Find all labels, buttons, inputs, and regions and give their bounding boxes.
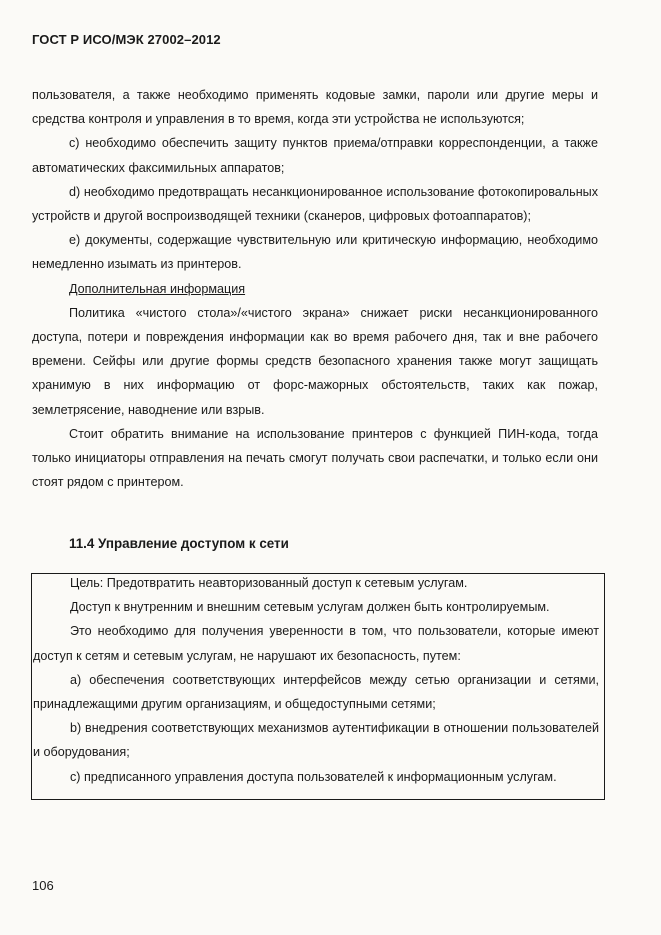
subheading-additional-info: [32, 277, 598, 301]
paragraph-item-c: c) необходимо обеспечить защиту пунктов приема/отправки корреспонденции, а также автоматических факсимильных аппаратов;: [32, 136, 598, 175]
page-number: 106: [32, 878, 54, 893]
box-item-c: c) предписанного управления доступа пользователей к информационным услугам.: [70, 769, 557, 784]
box-item-a: a) обеспечения соответствующих интерфейсов между сетью организации и сетями, принадлежащими другим организациям, и общедоступными сетями;: [33, 672, 599, 712]
paragraph-item-e: e) документы, содержащие чувствительную или критическую информацию, необходимо немедленно изымать из принтеров.: [32, 233, 598, 272]
document-header: ГОСТ Р ИСО/МЭК 27002–2012: [32, 32, 221, 47]
paragraph-clean-desk-policy: Политика «чистого стола»/«чистого экрана» снижает риски несанкционированного доступа, потери и повреждения информации как во время рабочего дня, так и вне рабочего времени. Сейфы или другие формы средств безопасного хранения также могут защищать хранимую в них информацию от форс-мажорных обстоятельств, таких как пожар, землетрясение, наводнение или взрыв.: [32, 305, 598, 417]
objective-box: [31, 573, 605, 800]
paragraph-pin-printers: Стоит обратить внимание на использование принтеров с функцией ПИН-кода, тогда только инициаторы отправления на печать смогут получать свои распечатки, и только если они стоят рядом с принтером.: [32, 426, 598, 490]
paragraph-item-d: d) необходимо предотвращать несанкционированное использование фотокопировальных устройств и другой воспроизводящей техники (сканеров, цифровых фотоаппаратов);: [32, 184, 598, 224]
box-control-line: Доступ к внутренним и внешним сетевым услугам должен быть контролируемым.: [70, 600, 550, 615]
objective-box-content: [33, 571, 599, 789]
box-objective-line: Цель: Предотвратить неавторизованный доступ к сетевым услугам.: [70, 576, 468, 590]
box-item-b: b) внедрения соответствующих механизмов аутентификации в отношении пользователей и оборудования;: [33, 721, 599, 760]
paragraph-continuation: пользователя, а также необходимо применять кодовые замки, пароли или другие меры и средства контроля и управления в то время, когда эти устройства не используются;: [32, 88, 598, 127]
section-title: 11.4 Управление доступом к сети: [69, 536, 289, 551]
box-paragraph-intro: Это необходимо для получения уверенности в том, что пользователи, которые имеют доступ к сетям и сетевым услугам, не нарушают их безопасность, путем:: [33, 624, 599, 663]
body-text: [32, 83, 598, 494]
subheading-additional-info-text: Дополнительная информация: [69, 281, 246, 296]
